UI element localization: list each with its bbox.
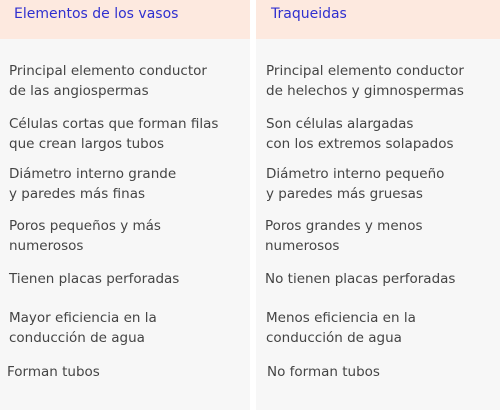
vessel-elements-header-label: Elementos de los vasos xyxy=(14,6,179,22)
tracheid-row-pores: Poros grandes y menos numerosos xyxy=(265,218,423,254)
vessel-elements-header xyxy=(0,0,250,39)
vessel-row-tubes: Forman tubos xyxy=(7,364,100,380)
tracheid-row-plates: No tienen placas perforadas xyxy=(265,271,456,287)
vessel-row-diameter: Diámetro interno grande y paredes más finas xyxy=(9,166,177,202)
vessel-row-cells: Células cortas que forman filas que crean largos tubos xyxy=(9,116,219,152)
vessel-row-plates: Tienen placas perforadas xyxy=(9,271,180,287)
vessel-row-pores: Poros pequeños y más numerosos xyxy=(9,218,161,254)
tracheids-header xyxy=(256,0,500,39)
tracheid-row-conductor: Principal elemento conductor de helechos y gimnospermas xyxy=(266,63,464,99)
vessel-row-efficiency: Mayor eficiencia en la conducción de agua xyxy=(9,310,157,346)
tracheid-row-cells: Son células alargadas con los extremos solapados xyxy=(266,116,454,152)
tracheid-row-efficiency: Menos eficiencia en la conducción de agua xyxy=(266,310,416,346)
vessel-row-conductor: Principal elemento conductor de las angiospermas xyxy=(9,63,207,99)
tracheid-row-diameter: Diámetro interno pequeño y paredes más gruesas xyxy=(266,166,445,202)
tracheids-header-label: Traqueidas xyxy=(271,6,347,22)
tracheid-row-tubes: No forman tubos xyxy=(267,364,380,380)
tracheids-column xyxy=(256,0,500,410)
